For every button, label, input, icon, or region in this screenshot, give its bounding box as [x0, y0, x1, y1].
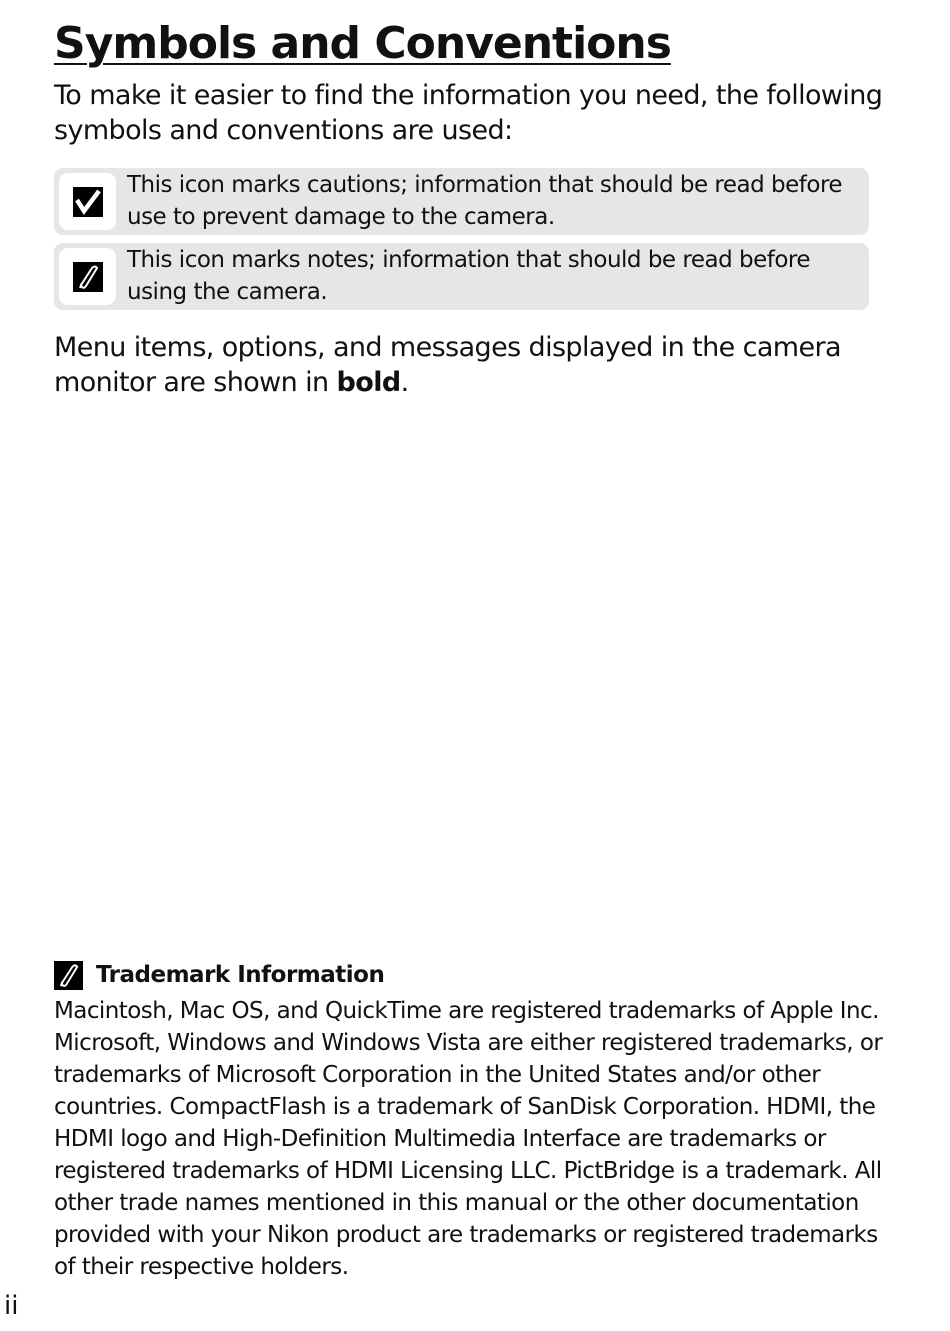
- menu-note-text: Menu items, options, and messages displayed in the camera monitor are shown in: [54, 332, 841, 398]
- page-title: Symbols and Conventions: [54, 18, 671, 69]
- trademark-heading: [54, 957, 384, 993]
- intro-paragraph: To make it easier to find the information you need, the following symbols and conventions are used:: [54, 80, 883, 146]
- caution-check-icon: [59, 173, 116, 230]
- note-callout-text: This icon marks notes; information that should be read before using the camera.: [127, 247, 811, 305]
- menu-conventions-paragraph: [54, 330, 904, 400]
- caution-callout: [54, 168, 869, 235]
- page-number: ii: [4, 1291, 19, 1321]
- note-pencil-icon: [54, 961, 83, 990]
- menu-note-period: .: [400, 367, 409, 398]
- note-callout: [54, 243, 869, 310]
- trademark-title: Trademark Information: [96, 962, 385, 988]
- caution-callout-text: This icon marks cautions; information that should be read before use to prevent damage to the camera.: [127, 172, 843, 230]
- trademark-body: Macintosh, Mac OS, and QuickTime are registered trademarks of Apple Inc. Microsoft, Windows and Windows Vista are either registered trademarks, or trademarks of Microsoft Corporation in the United States and/or other countries. CompactFlash is a trademark of SanDisk Corporation. HDMI, the HDMI logo and High-Definition Multimedia Interface are trademarks or registered trademarks of HDMI Licensing LLC. PictBridge is a trademark. All other trade names mentioned in this manual or the other documentation provided with your Nikon product are trademarks or registered trademarks of their respective holders.: [54, 998, 883, 1280]
- bold-example: bold: [336, 367, 401, 398]
- note-pencil-icon: [59, 248, 116, 305]
